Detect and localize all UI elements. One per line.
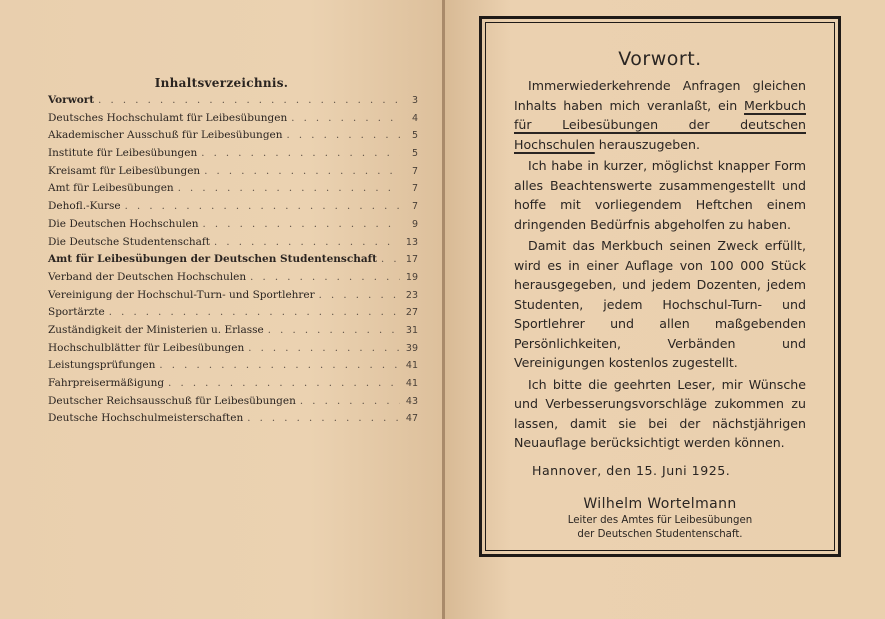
toc-entry-label: Sportärzte xyxy=(48,306,105,319)
toc-entry-page: 5 xyxy=(411,130,418,142)
toc-leader-dots xyxy=(168,378,400,389)
toc-entry-page: 31 xyxy=(405,324,418,336)
toc-entry-page: 7 xyxy=(411,165,418,177)
author-role-line-2: der Deutschen Studentenschaft. xyxy=(577,528,743,540)
book-title-underlined: Merkbuch für Leibesübungen der deutschen Hochschulen xyxy=(514,97,806,152)
toc-entry-label: Institute für Leibesübungen xyxy=(48,147,198,160)
toc-entry xyxy=(48,200,418,218)
toc-leader-dots xyxy=(287,130,400,141)
toc-leader-dots xyxy=(291,113,400,124)
toc-entry xyxy=(48,306,418,324)
toc-leader-dots xyxy=(247,413,400,424)
toc-entry-page: 13 xyxy=(405,236,418,248)
toc-entry-label: Fahrpreisermäßigung xyxy=(48,377,165,389)
toc-leader-dots xyxy=(109,307,400,318)
toc-entry-page: 17 xyxy=(405,254,418,266)
foreword-date: Hannover, den 15. Juni 1925. xyxy=(532,462,731,478)
toc-entry-label: Die Deutsche Studentenschaft xyxy=(48,235,210,248)
toc-entry-label: Deutscher Reichsausschuß für Leibesübungen xyxy=(48,394,296,407)
foreword-paragraph-2: Ich habe in kurzer, möglichst knapper Form alles Beachtenswerte zusammengestellt und hoffe mit vorliegendem Heftchen einem dringenden Bedürfnis abgeholfen zu haben. xyxy=(514,158,806,232)
toc-leader-dots xyxy=(319,290,400,301)
toc-leader-dots xyxy=(201,148,400,159)
toc-leader-dots xyxy=(268,325,400,336)
foreword-p1-start: Immerwiederkehrende Anfragen gleichen Inhalts haben mich veranlaßt, ein xyxy=(514,78,806,113)
toc-entry xyxy=(48,218,418,236)
toc-leader-dots xyxy=(125,201,400,212)
toc-entry xyxy=(48,289,418,307)
toc-entry xyxy=(48,94,418,112)
toc-leader-dots xyxy=(159,360,400,371)
toc-entry-label: Akademischer Ausschuß für Leibesübungen xyxy=(48,129,283,142)
toc-entry-label: Hochschulblätter für Leibesübungen xyxy=(48,341,245,354)
toc-entry-page: 27 xyxy=(405,307,418,319)
toc-entry xyxy=(48,342,418,360)
toc-entry-page: 23 xyxy=(405,289,418,301)
toc-entry xyxy=(48,324,418,342)
foreword-p1-end: herauszugeben. xyxy=(594,136,700,152)
toc-entry xyxy=(48,412,418,430)
toc-entry-page: 9 xyxy=(411,218,418,230)
toc-entry-label: Deutsches Hochschulamt für Leibesübungen xyxy=(48,111,288,124)
toc-leader-dots xyxy=(204,166,400,177)
toc-entry-page: 5 xyxy=(411,148,418,160)
foreword-paragraph-1 xyxy=(488,76,832,154)
author-name: Wilhelm Wortelmann xyxy=(583,495,737,512)
toc-leader-dots xyxy=(250,272,400,283)
toc-entry-label: Kreisamt für Leibesübungen xyxy=(48,164,201,177)
toc-leader-dots xyxy=(178,183,400,194)
toc-entry-label: Amt für Leibesübungen xyxy=(48,182,174,195)
toc-leader-dots xyxy=(98,95,400,106)
table-of-contents xyxy=(48,94,418,430)
author-role-line-1: Leiter des Amtes für Leibesübungen xyxy=(567,514,753,526)
toc-leader-dots xyxy=(203,219,400,230)
toc-leader-dots xyxy=(381,254,400,265)
toc-entry-page: 47 xyxy=(405,413,418,425)
toc-entry-page: 41 xyxy=(405,378,418,389)
foreword-paragraph-4: Ich bitte die geehrten Leser, mir Wünsche und Verbesserungsvorschläge zukommen zu lassen, damit sie bei der nächstjährigen Neuauflage berücksichtigt werden können. xyxy=(514,376,806,450)
toc-entry xyxy=(48,112,418,130)
toc-entry-page: 39 xyxy=(405,342,418,354)
toc-entry xyxy=(48,165,418,183)
toc-entry-page: 41 xyxy=(405,360,418,372)
toc-entry-label: Dehofl.-Kurse xyxy=(48,200,121,213)
toc-entry-label: Zuständigkeit der Ministerien u. Erlasse xyxy=(48,323,264,336)
foreword-title: Vorwort. xyxy=(618,48,702,70)
foreword xyxy=(488,26,832,542)
toc-entry-label: Vereinigung der Hochschul-Turn- und Sportlehrer xyxy=(48,288,315,301)
toc-entry xyxy=(48,377,418,395)
toc-entry-page: 4 xyxy=(411,112,418,124)
toc-entry xyxy=(48,253,418,271)
toc-leader-dots xyxy=(300,396,400,407)
toc-entry-page: 7 xyxy=(411,201,418,213)
toc-entry-label: Verband der Deutschen Hochschulen xyxy=(48,270,247,283)
toc-entry xyxy=(48,182,418,200)
foreword-paragraph-3: Damit das Merkbuch seinen Zweck erfüllt, wird es in einer Auflage von 100 000 Stück herausgegeben, und jedem Dozenten, jedem Studenten, jedem Hochschul-Turn- und Sportlehrer und allen maßgebenden Persönlichkeiten, Verbänden und Vereinigungen kostenlos zugestellt. xyxy=(514,238,806,370)
toc-entry xyxy=(48,271,418,289)
toc-entry xyxy=(48,395,418,413)
toc-entry-label: Vorwort xyxy=(48,94,95,106)
toc-entry-page: 43 xyxy=(405,395,418,407)
toc-entry xyxy=(48,236,418,254)
author-role xyxy=(488,514,832,542)
toc-entry-page: 19 xyxy=(405,271,418,283)
toc-entry xyxy=(48,129,418,147)
toc-entry-label: Die Deutschen Hochschulen xyxy=(48,217,199,230)
toc-entry xyxy=(48,147,418,165)
toc-entry-label: Deutsche Hochschulmeisterschaften xyxy=(48,412,244,425)
toc-leader-dots xyxy=(214,237,400,248)
toc-entry-label: Amt für Leibesübungen der Deutschen Studentenschaft xyxy=(48,253,378,266)
toc-entry-label: Leistungsprüfungen xyxy=(48,359,156,372)
toc-entry-page: 3 xyxy=(411,95,418,106)
toc-entry xyxy=(48,359,418,377)
toc-entry-page: 7 xyxy=(411,183,418,195)
toc-title: Inhaltsverzeichnis. xyxy=(154,76,289,90)
toc-leader-dots xyxy=(248,343,400,354)
